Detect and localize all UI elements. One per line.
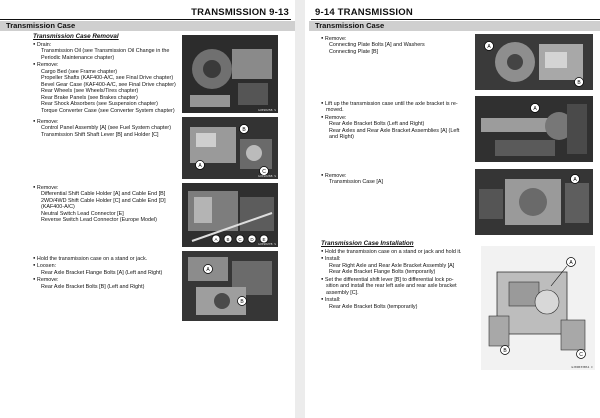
photo-caption: GJ09027B S	[257, 242, 276, 246]
hold-instruction: ● Hold the transmission case on a stand or jack and hold it.	[321, 248, 481, 255]
remove-item: Propeller Shafts (KAF400-A/C, see Final Drive chapter)	[41, 75, 174, 82]
callout-label: B	[503, 348, 507, 354]
remove-item: Transmission Shift Shaft Lever [B] and Holder [C]	[41, 131, 159, 138]
remove-item: Rear Shock Absorbers (see Suspension chapter)	[41, 101, 158, 108]
remove-item: Transmission Case [A]	[329, 179, 384, 186]
install-label: ● Install:	[321, 296, 481, 303]
callout-label: C	[579, 352, 583, 358]
set-instruction-cont: assembly [C].	[326, 289, 359, 296]
subheading-removal: Transmission Case Removal	[33, 33, 119, 40]
photo-connecting-plate	[475, 34, 593, 90]
install-label: ● Install:	[321, 255, 481, 262]
step1-text	[33, 41, 183, 114]
drain-label: ● Drain:	[33, 41, 183, 48]
remove-item: Connecting Plate [B]	[329, 48, 379, 55]
callout-label: A	[206, 267, 210, 273]
step2-text	[33, 118, 178, 138]
remove-item: Neutral Switch Lead Connector [E]	[41, 210, 124, 217]
callout-label: C	[238, 237, 242, 242]
set-instruction-cont: sition and install the rear left axle and rear axle bracket	[326, 283, 457, 290]
remove-label: ● Remove:	[33, 61, 183, 68]
page-header: 9-14 TRANSMISSION	[315, 7, 413, 18]
remove-label: ● Remove:	[321, 35, 471, 42]
remove-item: Rear Brake Panels (see Brakes chapter)	[41, 94, 138, 101]
callout-label: C	[262, 169, 266, 175]
lift-instruction: ● Lift up the transmission case until the axle bracket is re-	[321, 100, 471, 107]
callout-label: D	[250, 237, 254, 242]
remove-item: Rear Axle Bracket Bolts (Left and Right)	[329, 121, 425, 128]
photo-axle-assembly	[475, 96, 593, 162]
photo-transmission-1	[182, 35, 278, 113]
callout-label: A	[573, 177, 577, 183]
loosen-item: Rear Axle Bracket Flange Bolts [A] (Left and Right)	[41, 269, 163, 276]
photo-axle-bracket	[182, 251, 278, 321]
remove-item: Cargo Bed (see Frame chapter)	[41, 68, 118, 75]
remove-item: Rear Axle Bracket Bolts [B] (Left and Right)	[41, 283, 145, 290]
photo-transmission-case	[475, 169, 593, 235]
remove-item: 2WD/4WD Shift Cable Holder [C] and Cable End [D]	[41, 197, 166, 204]
remove-item: Rear Axles and Rear Axle Bracket Assemblies [A] (Left	[329, 127, 460, 134]
callout-label: A	[533, 106, 537, 112]
r-step1-text	[321, 35, 471, 55]
callout-label: B	[226, 237, 230, 242]
photo-shift-cables	[182, 183, 278, 247]
remove-label: ● Remove:	[33, 118, 178, 125]
r-step2-text	[321, 100, 471, 141]
remove-item: Bevel Gear Case (KAF400-A/C, see Final Drive chapter)	[41, 81, 176, 88]
drawing-transmission-installation	[481, 246, 595, 370]
callout-label: A	[569, 260, 573, 266]
callout-label: A	[214, 237, 218, 242]
remove-label: ● Remove:	[33, 276, 178, 283]
step3-text	[33, 184, 178, 224]
callout-label: A	[487, 44, 491, 50]
subheading-installation: Transmission Case Installation	[321, 240, 414, 247]
callout-label: B	[240, 299, 244, 305]
callout-label: E	[262, 237, 266, 242]
remove-item: (KAF400-A/C)	[41, 204, 75, 211]
install-item: Rear Right Axle and Rear Axle Bracket Assembly [A]	[329, 262, 455, 269]
remove-label: ● Remove:	[321, 114, 471, 121]
install-item: Rear Axle Bracket Bolts (temporarily)	[329, 303, 418, 310]
drawing-caption: GJ09033BS1 C	[571, 365, 593, 369]
section-bar: Transmission Case	[0, 21, 295, 31]
page-header: TRANSMISSION 9-13	[191, 7, 289, 18]
callout-label: B	[577, 80, 581, 86]
photo-caption: GJ09026B S	[257, 174, 276, 178]
remove-item: Connecting Plate Bolts [A] and Washers	[329, 42, 425, 49]
loosen-label: ● Loosen:	[33, 262, 178, 269]
drain-item: Periodic Maintenance chapter)	[41, 54, 115, 61]
remove-item: Differential Shift Cable Holder [A] and Cable End [B]	[41, 191, 166, 198]
remove-item: and Right)	[329, 134, 354, 141]
callout-label: A	[198, 163, 202, 169]
installation-text	[321, 248, 481, 310]
lift-instruction-cont: moved.	[326, 107, 344, 114]
remove-label: ● Remove:	[321, 172, 471, 179]
hold-instruction: ● Hold the transmission case on a stand or jack.	[33, 255, 178, 262]
photo-control-panel	[182, 117, 278, 179]
r-step3-text	[321, 172, 471, 186]
section-bar: Transmission Case	[309, 21, 600, 31]
right-page	[305, 0, 600, 418]
remove-label: ● Remove:	[33, 184, 178, 191]
install-item: Rear Axle Bracket Flange Bolts (temporarily)	[329, 269, 436, 276]
callout-label: B	[242, 127, 246, 133]
remove-item: Rear Wheels (see Wheels/Tires chapter)	[41, 88, 139, 95]
set-instruction: ● Set the differential shift lever [B] to differential lock po-	[321, 276, 481, 283]
left-page	[0, 0, 295, 418]
step4-text	[33, 255, 178, 290]
remove-item: Torque Converter Case (see Converter System chapter)	[41, 107, 175, 114]
remove-item: Reverse Switch Lead Connector (Europe Model)	[41, 217, 157, 224]
drain-item: Transmission Oil (see Transmission Oil Change in the	[41, 48, 170, 55]
page-gutter	[295, 0, 305, 418]
remove-item: Control Panel Assembly [A] (see Fuel System chapter)	[41, 125, 172, 132]
photo-caption: GJ09025B S	[257, 108, 276, 112]
